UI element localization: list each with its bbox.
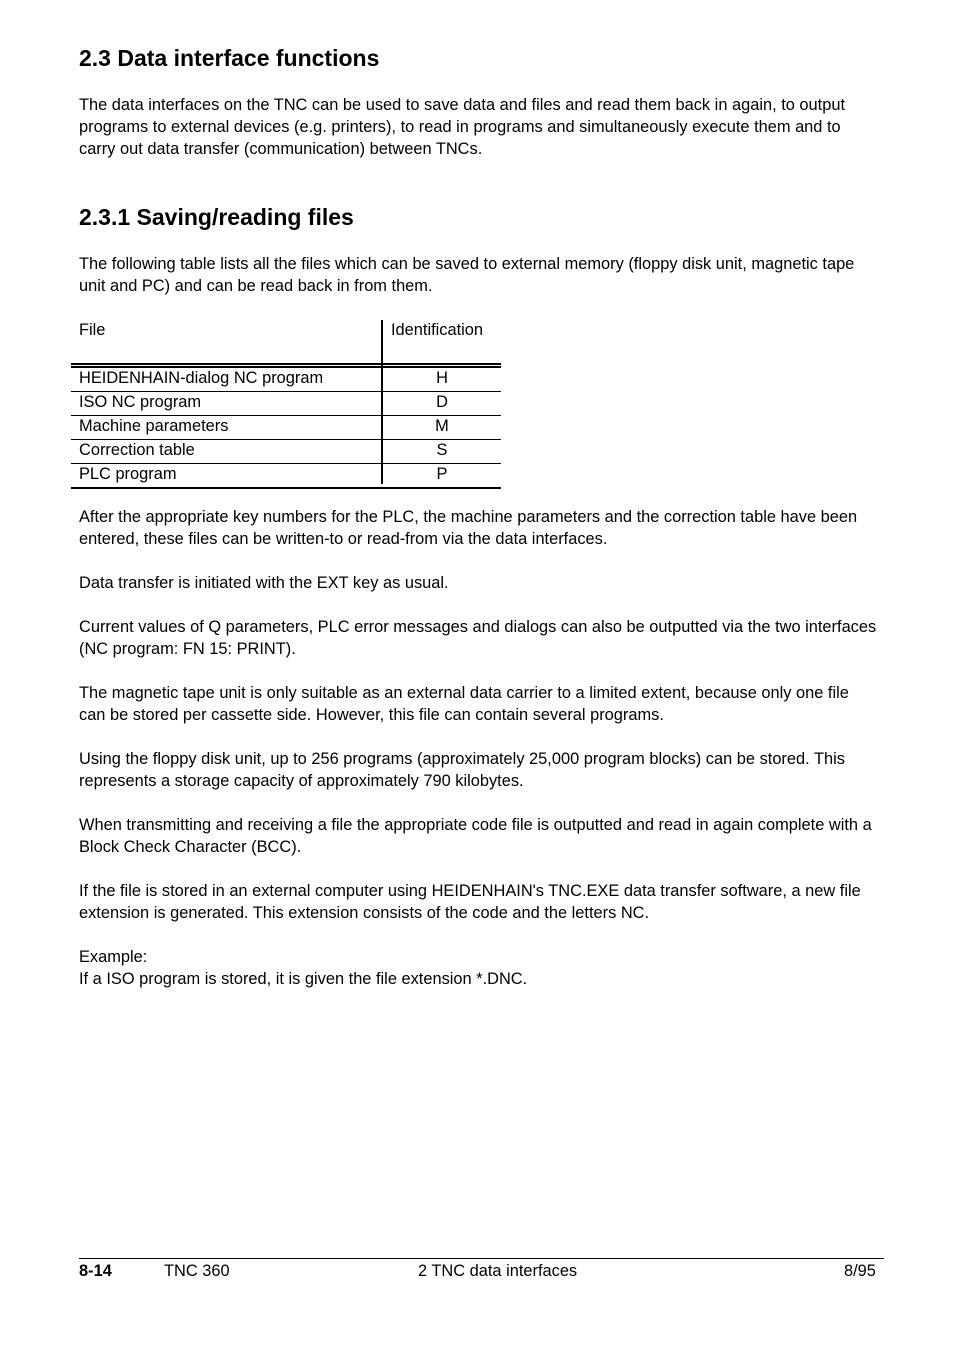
header-identification: Identification	[391, 321, 484, 339]
row-id: S	[436, 441, 448, 459]
row-file: PLC program	[79, 465, 177, 483]
row-id: H	[436, 369, 448, 387]
paragraph-magnetic-tape: The magnetic tape unit is only suitable as an external data carrier to a limited extent, because only one file can be stored per cassette side. However, this file can contain several programs.	[79, 684, 849, 724]
row-file: Correction table	[79, 441, 195, 459]
table-body	[71, 366, 501, 489]
paragraph-q-parameters: Current values of Q parameters, PLC error messages and dialogs can also be outputted via the two interfaces (NC program: FN 15: PRINT).	[79, 618, 877, 658]
paragraph-bcc: When transmitting and receiving a file the appropriate code file is outputted and read in again complete with a Block Check Character (BCC).	[79, 816, 872, 856]
footer-product: TNC 360	[164, 1262, 230, 1280]
table-row	[71, 440, 501, 464]
example-text: If a ISO program is stored, it is given the file extension *.DNC.	[79, 970, 528, 988]
row-id: M	[435, 417, 449, 435]
file-identification-table	[71, 320, 501, 489]
body-paragraphs	[79, 506, 879, 1012]
table-row	[71, 464, 501, 489]
paragraph-floppy-disk: Using the floppy disk unit, up to 256 programs (approximately 25,000 program blocks) can be stored. This represents a storage capacity of approximately 790 kilobytes.	[79, 750, 845, 790]
paragraph-file-extension: If the file is stored in an external computer using HEIDENHAIN's TNC.EXE data transfer software, a new file extension is generated. This extension consists of the code and the letters NC.	[79, 882, 861, 922]
row-file: HEIDENHAIN-dialog NC program	[79, 369, 324, 387]
footer-page-number: 8-14	[79, 1262, 112, 1280]
footer-rule	[79, 1258, 884, 1259]
paragraph-ext-key: Data transfer is initiated with the EXT key as usual.	[79, 574, 449, 592]
subsection-title: 2.3.1 Saving/reading files	[79, 204, 354, 230]
header-file: File	[79, 321, 106, 339]
table-row	[71, 416, 501, 440]
row-id: D	[436, 393, 448, 411]
footer-chapter: 2 TNC data interfaces	[418, 1262, 578, 1280]
table-row	[71, 368, 501, 392]
paragraph-key-numbers: After the appropriate key numbers for the PLC, the machine parameters and the correction table have been entered, these files can be written-to or read-from via the data interfaces.	[79, 508, 858, 548]
row-file: ISO NC program	[79, 393, 202, 411]
table-row	[71, 392, 501, 416]
footer-date: 8/95	[844, 1262, 876, 1280]
section-title: 2.3 Data interface functions	[79, 45, 380, 71]
example-label: Example:	[79, 948, 148, 966]
section-body: The data interfaces on the TNC can be used to save data and files and read them back in again, to output programs to external devices (e.g. printers), to read in programs and simultaneously execute them and to carry out data transfer (communication) between TNCs.	[79, 96, 845, 158]
row-file: Machine parameters	[79, 417, 229, 435]
row-id: P	[436, 465, 448, 483]
table-header-row	[71, 320, 501, 365]
subsection-intro: The following table lists all the files which can be saved to external memory (floppy disk unit, magnetic tape unit and PC) and can be read back in from them.	[79, 255, 855, 295]
